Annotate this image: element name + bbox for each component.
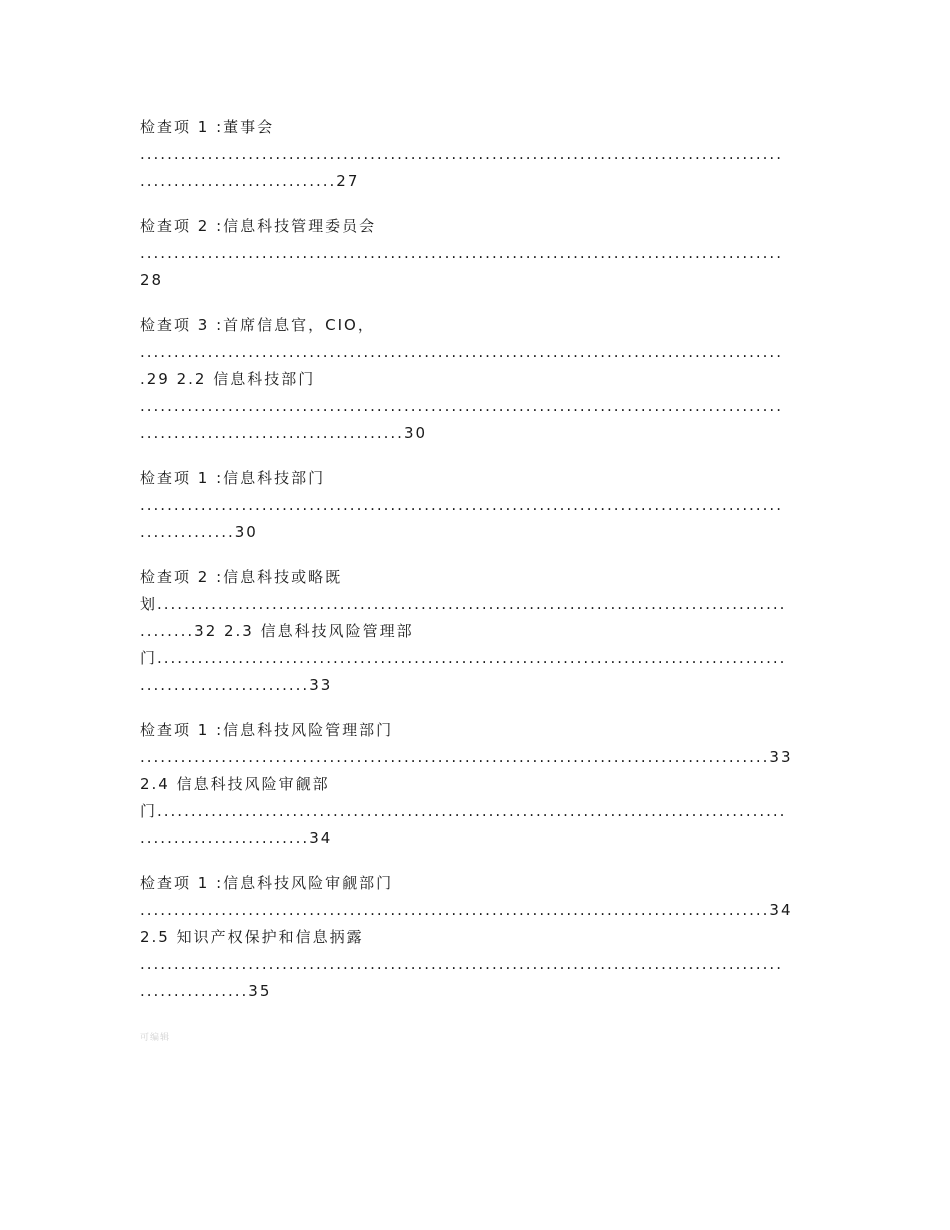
toc-line: ............................................................................................... xyxy=(140,343,783,361)
toc-entry xyxy=(140,564,810,699)
toc-line: 检查项 1 :信息科技风险管理部门 xyxy=(140,721,394,739)
toc-line: ............................................................................................... xyxy=(140,397,783,415)
watermark-text: 可编辑 xyxy=(140,1033,171,1043)
toc-line: 门............................................................................................. xyxy=(140,649,787,667)
toc-line: .29 2.2 信息科技部门 xyxy=(140,370,316,388)
toc-line: 检查项 2 :信息科技或略既 xyxy=(140,568,343,586)
toc-line: .............................27 xyxy=(140,172,360,190)
toc-entry xyxy=(140,114,810,195)
toc-line: .............................................................................................34 xyxy=(140,901,793,919)
toc-line: 2.5 知识产权保护和信息抦露 xyxy=(140,928,364,946)
toc-line: 检查项 1 :信息科技风险审觎部门 xyxy=(140,874,394,892)
toc-entry xyxy=(140,717,810,852)
toc-line: ............................................................................................... xyxy=(140,244,783,262)
toc-line: 28 xyxy=(140,271,164,289)
toc-line: ............................................................................................... xyxy=(140,955,783,973)
toc-line: 检查项 1 :董事会 xyxy=(140,118,275,136)
toc-line: ................35 xyxy=(140,982,272,1000)
toc-line: ........32 2.3 信息科技风险管理部 xyxy=(140,622,414,640)
toc-page xyxy=(140,114,810,1023)
toc-line: 划............................................................................................. xyxy=(140,595,787,613)
toc-line: .........................33 xyxy=(140,676,333,694)
toc-entry xyxy=(140,312,810,447)
toc-line: ............................................................................................... xyxy=(140,145,783,163)
toc-line: 门............................................................................................. xyxy=(140,802,787,820)
toc-line: ............................................................................................... xyxy=(140,496,783,514)
toc-entry xyxy=(140,213,810,294)
toc-line: ..............30 xyxy=(140,523,258,541)
toc-entry xyxy=(140,465,810,546)
toc-line: .......................................30 xyxy=(140,424,428,442)
toc-line: 检查项 3 :首席信息官，CIO， xyxy=(140,316,375,334)
toc-line: 检查项 2 :信息科技管理委员会 xyxy=(140,217,377,235)
toc-entry xyxy=(140,870,810,1005)
toc-line: .........................34 xyxy=(140,829,333,847)
toc-line: 2.4 信息科技风险审觎部 xyxy=(140,775,330,793)
toc-line: .............................................................................................33 xyxy=(140,748,793,766)
toc-line: 检查项 1 :信息科技部门 xyxy=(140,469,326,487)
